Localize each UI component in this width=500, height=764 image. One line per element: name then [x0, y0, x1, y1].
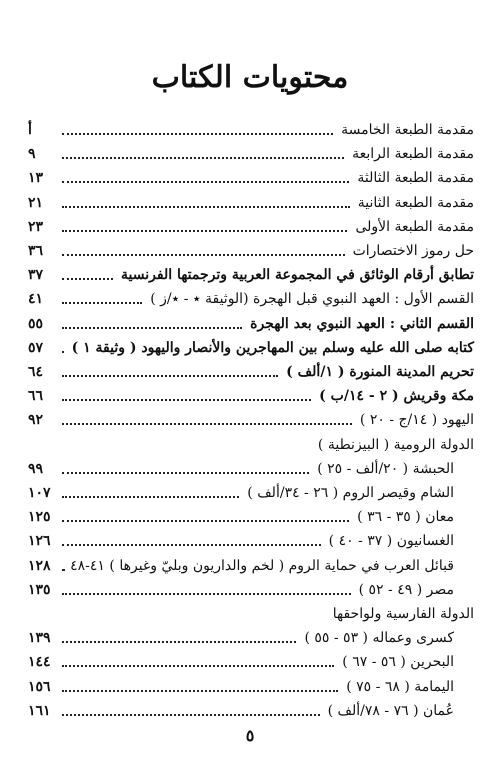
- toc-entry: [28, 650, 454, 674]
- toc-entry-page-number: أ: [28, 122, 32, 138]
- toc-entry-label: حل رموز الاختصارات: [352, 243, 474, 259]
- toc-entry-page-number: ٣٧: [28, 267, 44, 284]
- toc-entry: [28, 481, 454, 505]
- dot-leader: [62, 641, 296, 643]
- toc-entry: [28, 457, 454, 481]
- toc-entry: [28, 239, 474, 263]
- dot-leader: [62, 327, 242, 329]
- dot-leader: [62, 690, 338, 692]
- toc-entry-label: كسرى وعماله ( ٥٣ - ٥٥ ): [304, 630, 454, 647]
- toc-entry: [28, 505, 454, 529]
- dot-leader: [62, 133, 333, 135]
- toc-entry-label: الدولة الرومية ( البيزنطية ): [317, 436, 474, 453]
- toc-entry: [28, 408, 474, 432]
- toc-entry: [28, 433, 474, 457]
- toc-entry: [28, 529, 454, 553]
- toc-entry-label: قبائل العرب في حماية الروم ( لخم والداريون وبليّ وغيرها ) ٤١-٤٨: [70, 557, 454, 574]
- toc-entry-label: القسم الأول : العهد النبوي قبل الهجرة (الوثيقة ٭ - ٭/ز ): [150, 291, 474, 308]
- dot-leader: [62, 302, 142, 304]
- toc-entry-label: البحرين ( ٥٦ - ٦٧ ): [342, 654, 454, 671]
- dot-leader: [62, 520, 349, 522]
- toc-entry-page-number: ١٥٦: [28, 678, 51, 695]
- toc-entry-label: مكة وقريش ( ٢ - ١٤/ب ): [319, 388, 474, 405]
- toc-entry-label: تحريم المدينة المنورة ( ١/ألف ): [286, 364, 474, 380]
- toc-entry-label: اليمامة ( ٦٨ - ٧٥ ): [346, 678, 454, 695]
- toc-entry-page-number: ٤١: [28, 291, 44, 308]
- toc-entry-label: مقدمة الطبعة الأولى: [355, 218, 474, 235]
- toc-entry-page-number: ٩: [28, 146, 36, 163]
- toc-entry: [28, 166, 474, 190]
- toc-entry-page-number: ٥٧: [28, 339, 44, 356]
- toc-entry-page-number: ١٣٥: [28, 581, 51, 598]
- toc-entry-page-number: ١٠٧: [28, 485, 51, 501]
- toc-entry-page-number: ١٤٤: [28, 654, 51, 671]
- dot-leader: [62, 665, 334, 667]
- dot-leader: [62, 254, 345, 256]
- toc-entry: [28, 578, 454, 602]
- toc-entry: [28, 336, 474, 360]
- dot-leader: [62, 230, 347, 232]
- toc-entry-page-number: ١٦١: [28, 702, 51, 719]
- toc-entry-label: مقدمة الطبعة الرابعة: [352, 146, 474, 163]
- toc-entry-page-number: ٣٦: [28, 243, 44, 259]
- toc-entry-label: معان ( ٣٥ - ٣٦ ): [357, 509, 454, 526]
- toc-entry: [28, 312, 474, 336]
- dot-leader: [62, 423, 352, 425]
- toc-entry: [28, 554, 454, 578]
- toc-entry-page-number: ٢٣: [28, 218, 44, 235]
- toc-entry: [28, 675, 454, 699]
- toc-entry: [28, 699, 454, 723]
- toc-entry-page-number: ١٣٩: [28, 630, 51, 647]
- toc-entry-label: اليهود ( ١٤/ج - ٢٠ ): [359, 412, 474, 429]
- toc-entry: [28, 215, 474, 239]
- toc-entry: [28, 191, 474, 215]
- page-number: ٥: [245, 726, 255, 745]
- toc-entry: [28, 118, 474, 142]
- toc-entry-page-number: ١٢٦: [28, 533, 51, 550]
- dot-leader: [62, 714, 320, 716]
- dot-leader: [62, 181, 349, 183]
- toc-entry: [28, 142, 474, 166]
- dot-leader: [62, 157, 344, 159]
- toc-entry-label: مصر ( ٤٩ - ٥٢ ): [358, 581, 454, 598]
- toc-entry-page-number: ١٢٨: [28, 557, 51, 574]
- toc-entry-label: مقدمة الطبعة الثالثة: [357, 170, 474, 187]
- page-title: محتويات الكتاب: [151, 60, 349, 95]
- toc-entry-label: تطابق أرقام الوثائق في المجموعة العربية وترجمتها الفرنسية: [121, 267, 474, 284]
- dot-leader: [62, 375, 278, 377]
- toc-entry-page-number: ٩٢: [28, 412, 44, 429]
- toc-entry-label: مقدمة الطبعة الخامسة: [341, 122, 474, 138]
- toc-entry: [28, 384, 474, 408]
- dot-leader: [62, 472, 309, 474]
- toc-entry: [28, 263, 474, 287]
- dot-leader: [62, 351, 64, 353]
- toc-entry-page-number: ٦٤: [28, 364, 44, 380]
- dot-leader: [62, 399, 311, 401]
- dot-leader: [62, 544, 321, 546]
- dot-leader: [62, 278, 113, 280]
- toc-entry-label: الشام وقيصر الروم ( ٢٦ - ٣٤/ألف ): [247, 485, 454, 501]
- toc-entry-page-number: ٩٩: [28, 460, 44, 477]
- toc-entry-label: كتابه صلى الله عليه وسلم بين المهاجرين والأنصار واليهود ( وثيقة ١ ): [71, 339, 474, 356]
- toc-entry-page-number: ٥٥: [28, 315, 44, 332]
- dot-leader: [62, 206, 350, 208]
- toc-entry-label: الغسانيون ( ٣٧ - ٤٠ ): [328, 533, 454, 550]
- toc-entry-page-number: ٢١: [28, 194, 44, 211]
- toc-entry: [28, 287, 474, 311]
- toc-entry-label: مقدمة الطبعة الثانية: [357, 194, 474, 211]
- dot-leader: [62, 496, 239, 498]
- toc-entry-label: القسم الثاني : العهد النبوي بعد الهجرة: [250, 315, 474, 332]
- toc-entry-label: الدولة الفارسية ولواحقها: [332, 606, 474, 622]
- toc-entry: [28, 626, 454, 650]
- dot-leader: [62, 593, 351, 595]
- toc-entry-page-number: ١٣: [28, 170, 44, 187]
- toc-entry-label: الحبشة ( ٢٠/ألف - ٢٥ ): [317, 460, 454, 477]
- toc-entry-page-number: ٦٦: [28, 388, 44, 405]
- toc-entry: [28, 360, 474, 384]
- toc-entry: [28, 602, 474, 626]
- toc-entry-page-number: ١٢٥: [28, 509, 51, 526]
- toc-entry-label: عُمان ( ٧٦ - ٧٨/ألف ): [327, 702, 454, 719]
